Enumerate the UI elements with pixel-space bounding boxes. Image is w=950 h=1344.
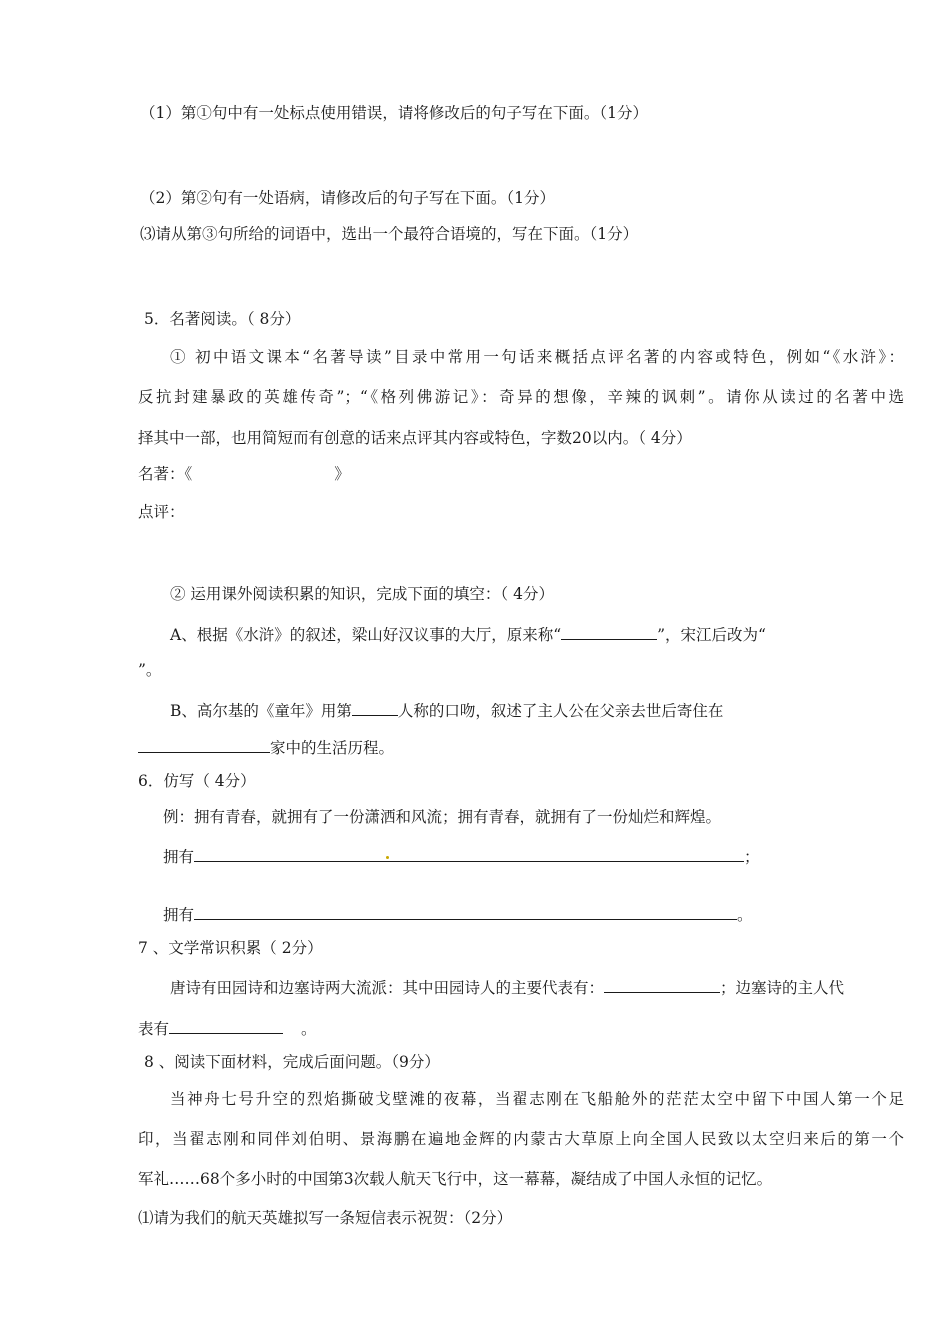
q7-line2-end: 。 [301, 1020, 317, 1038]
q5-b-text-end: 家中的生活历程。 [270, 739, 395, 757]
q6-line2-end: 。 [737, 906, 753, 924]
q8-passage-line1: 当神舟七号升空的烈焰撕破戈壁滩的夜幕，当翟志刚在飞船舱外的茫茫太空中留下中国人第一个足 [170, 1090, 904, 1108]
q8-passage-line2: 印，当翟志刚和同伴刘伯明、景海鹏在遍地金辉的内蒙古大草原上向全国人民致以太空归来后的第一个 [138, 1130, 904, 1148]
q4-sub1: （1）第①句中有一处标点使用错误，请将修改后的句子写在下面。（1分） [140, 104, 648, 122]
q4-sub2: （2）第②句有一处语病，请修改后的句子写在下面。（1分） [140, 189, 555, 207]
q7-title: 7 、文学常识积累（ 2分） [138, 939, 323, 957]
q5-b-line2 [138, 736, 394, 758]
q6-line1-end: ； [744, 848, 760, 866]
hall-original-name-blank[interactable] [561, 623, 657, 640]
book-name-label: 名著：《 [138, 465, 193, 483]
q6-line2-label: 拥有 [163, 906, 195, 924]
q5-title: 5．名著阅读。（ 8分） [144, 310, 301, 328]
q6-title: 6．仿写（ 4分） [138, 772, 256, 790]
q8-sub1: ⑴请为我们的航天英雄拟写一条短信表示祝贺：（2分） [138, 1209, 513, 1227]
q5-b-line1 [170, 699, 723, 721]
q6-line1-label: 拥有 [163, 848, 195, 866]
q5-prompt-line2: 反抗封建暴政的英雄传奇”；“《格列佛游记》：奇异的想像，辛辣的讽刺”。请你从读过的名著中选 [138, 388, 904, 406]
q5-prompt-line3: 择其中一部，也用简短而有创意的话来点评其内容或特色，字数20以内。（ 4分） [138, 429, 692, 447]
q5-a-line1 [170, 623, 766, 645]
q6-example: 例：拥有青春，就拥有了一份潇洒和风流；拥有青春，就拥有了一份灿烂和辉煌。 [163, 808, 722, 826]
q7-line2 [138, 1017, 317, 1039]
q7-line2-label: 表有 [138, 1020, 170, 1038]
book-name-close: 》 [334, 465, 350, 483]
q5-a-text-post: ”，宋江后改为“ [657, 626, 766, 644]
q5-b-text-post: 人称的口吻，叙述了主人公在父亲去世后寄住在 [397, 702, 724, 720]
q6-line1 [163, 845, 760, 867]
imitation-blank-2[interactable] [194, 903, 737, 920]
frontier-poets-blank[interactable] [169, 1017, 283, 1034]
person-blank[interactable] [352, 699, 398, 716]
q5-a-line2: ”。 [138, 661, 162, 679]
yellow-dot-mark [386, 856, 389, 859]
q8-title: 8 、阅读下面材料，完成后面问题。（9分） [144, 1053, 440, 1071]
family-blank[interactable] [138, 736, 270, 753]
q7-text-post: ；边塞诗的主人代 [720, 979, 845, 997]
q7-line1 [170, 976, 844, 998]
q4-sub3: ⑶请从第③句所给的词语中，选出一个最符合语境的，写在下面。（1分） [140, 225, 639, 243]
q5-part2: ② 运用课外阅读积累的知识，完成下面的填空：（ 4分） [170, 585, 554, 603]
imitation-blank-1[interactable] [194, 845, 744, 862]
q5-a-text: A、根据《水浒》的叙述，梁山好汉议事的大厅，原来称“ [170, 626, 562, 644]
q7-text: 唐诗有田园诗和边塞诗两大流派：其中田园诗人的主要代表有： [170, 979, 605, 997]
q8-passage-line3: 军礼……68个多小时的中国第3次载人航天飞行中，这一幕幕，凝结成了中国人永恒的记忆。 [138, 1170, 773, 1188]
q6-line2 [163, 903, 753, 925]
comment-label: 点评： [138, 503, 185, 521]
pastoral-poets-blank[interactable] [604, 976, 720, 993]
q5-b-text: B、高尔基的《童年》用第 [170, 702, 352, 720]
q5-prompt-line1: ① 初中语文课本“名著导读”目录中常用一句话来概括点评名著的内容或特色，例如“《水浒》： [170, 348, 904, 366]
book-name-row [138, 464, 350, 484]
